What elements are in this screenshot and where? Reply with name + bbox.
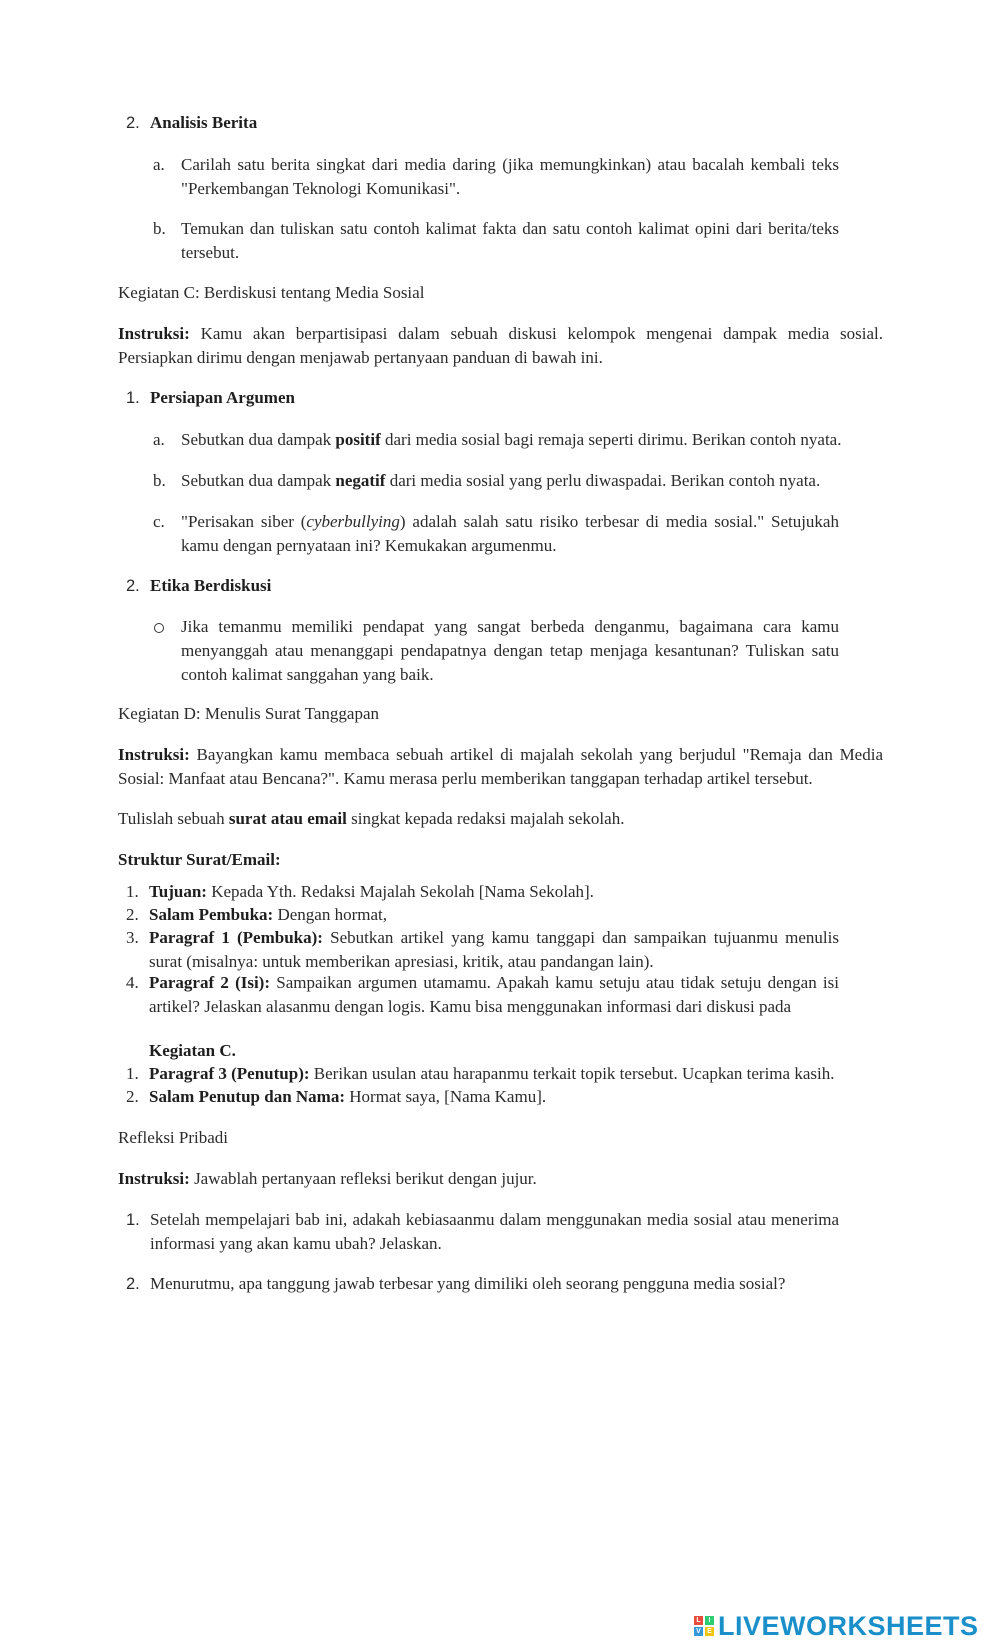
- list-number: 2.: [126, 1087, 139, 1106]
- list-number: 2.: [126, 114, 140, 132]
- list-item: Jika temanmu memiliki pendapat yang sangat berbeda denganmu, bagaimana cara kamu menyanggah atau menanggapi pendapatnya dengan tetap menjaga kesantunan? Tuliskan satu contoh kalimat sanggahan yang baik.: [181, 617, 839, 684]
- bullet-circle-icon: [154, 623, 164, 633]
- list-marker: c.: [153, 512, 165, 531]
- section-title: Analisis Berita: [150, 113, 258, 132]
- list-number: 1.: [126, 1211, 140, 1229]
- list-number: 4.: [126, 973, 139, 992]
- list-number: 1.: [126, 1064, 139, 1083]
- list-item: Carilah satu berita singkat dari media daring (jika memungkinkan) atau bacalah kembali teks "Perkembangan Teknologi Komunikasi".: [181, 155, 839, 198]
- list-marker: a.: [153, 430, 165, 449]
- section-title: Persiapan Argumen: [150, 388, 295, 407]
- reflection-question: Setelah mempelajari bab ini, adakah kebiasaanmu dalam menggunakan media sosial atau menerima informasi yang akan kamu ubah? Jelaskan.: [150, 1210, 839, 1253]
- section-heading: Kegiatan D: Menulis Surat Tanggapan: [118, 704, 379, 723]
- list-item: Temukan dan tuliskan satu contoh kalimat fakta dan satu contoh kalimat opini dari berita/teks tersebut.: [181, 219, 839, 262]
- list-number: 2.: [126, 1275, 140, 1293]
- instruction-paragraph: Instruksi: Bayangkan kamu membaca sebuah artikel di majalah sekolah yang berjudul "Remaja dan Media Sosial: Manfaat atau Bencana?". Kamu merasa perlu memberikan tanggapan terhadap artikel tersebut.: [118, 745, 883, 788]
- task-paragraph: Tulislah sebuah surat atau email singkat kepada redaksi majalah sekolah.: [118, 809, 625, 828]
- logo-blocks-icon: L I V E: [694, 1616, 714, 1636]
- list-number: 3.: [126, 928, 139, 947]
- list-item: Sebutkan dua dampak positif dari media sosial bagi remaja seperti dirimu. Berikan contoh nyata.: [181, 430, 842, 449]
- structure-title: Struktur Surat/Email:: [118, 850, 281, 869]
- list-item: Paragraf 1 (Pembuka): Sebutkan artikel yang kamu tanggapi dan sampaikan tujuanmu menulis surat (misalnya: untuk memberikan apresiasi, kritik, atau pandangan lain).: [149, 928, 839, 971]
- list-marker: b.: [153, 219, 166, 238]
- instruction-paragraph: Instruksi: Kamu akan berpartisipasi dalam sebuah diskusi kelompok mengenai dampak media sosial. Persiapkan dirimu dengan menjawab pertanyaan panduan di bawah ini.: [118, 324, 883, 367]
- list-item: Paragraf 2 (Isi): Sampaikan argumen utamamu. Apakah kamu setuju atau tidak setuju dengan isi artikel? Jelaskan alasanmu dengan logis. Kamu bisa menggunakan informasi dari diskusi pada: [149, 973, 839, 1016]
- instruction-paragraph: Instruksi: Jawablah pertanyaan refleksi berikut dengan jujur.: [118, 1169, 537, 1188]
- list-item: Paragraf 3 (Penutup): Berikan usulan atau harapanmu terkait topik tersebut. Ucapkan terima kasih.: [149, 1064, 835, 1083]
- list-number: 2.: [126, 577, 140, 595]
- list-item: Salam Penutup dan Nama: Hormat saya, [Nama Kamu].: [149, 1087, 547, 1106]
- continuation-text: Kegiatan C.: [149, 1041, 236, 1060]
- list-item: "Perisakan siber (cyberbullying) adalah salah satu risiko terbesar di media sosial." Setujukah kamu dengan pernyataan ini? Kemukakan argumenmu.: [181, 512, 839, 555]
- section-title: Etika Berdiskusi: [150, 576, 272, 595]
- list-marker: a.: [153, 155, 165, 174]
- list-item: Tujuan: Kepada Yth. Redaksi Majalah Sekolah [Nama Sekolah].: [149, 882, 594, 901]
- list-item: Salam Pembuka: Dengan hormat,: [149, 905, 387, 924]
- list-marker: b.: [153, 471, 166, 490]
- list-item: Sebutkan dua dampak negatif dari media sosial yang perlu diwaspadai. Berikan contoh nyata.: [181, 471, 821, 490]
- section-heading: Kegiatan C: Berdiskusi tentang Media Sosial: [118, 283, 425, 302]
- logo-text: LIVEWORKSHEETS: [718, 1610, 979, 1641]
- section-heading: Refleksi Pribadi: [118, 1128, 229, 1147]
- list-number: 2.: [126, 905, 139, 924]
- reflection-question: Menurutmu, apa tanggung jawab terbesar yang dimiliki oleh seorang pengguna media sosial?: [150, 1274, 786, 1293]
- liveworksheets-logo: [694, 1610, 979, 1641]
- list-number: 1.: [126, 389, 140, 407]
- list-number: 1.: [126, 882, 139, 901]
